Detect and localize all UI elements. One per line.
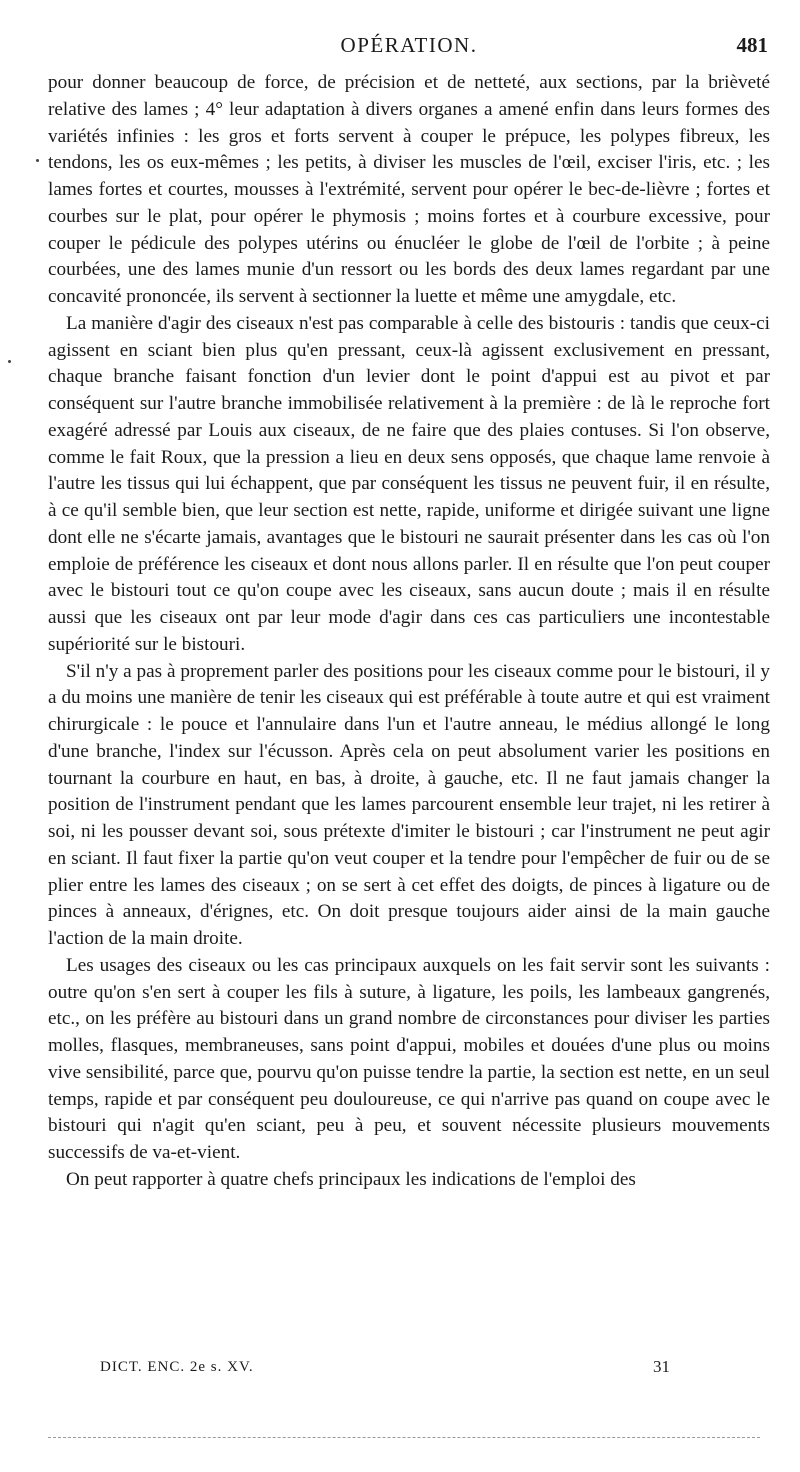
paragraph-continued: pour donner beaucoup de force, de précision et de netteté, aux sections, par la brièveté relative des lames ; 4° leur adaptation à divers organes a amené enfin dans leurs formes des variétés infinies : les gros et forts servent à couper le prépuce, les polypes fibreux, les tendons, les os eux-mêmes ; les petits, à diviser les muscles de l'œil, exciser l'iris, etc. ; les lames fortes et courtes, mousses à l'extrémité, servent pour opérer le bec-de-lièvre ; fortes et courbes sur le plat, pour opérer le phymosis ; moins fortes et à courbure excessive, pour couper le pédicule des polypes utérins ou énucléer le globe de l'œil de l'orbite ; à peine courbées, une des lames munie d'un ressort ou les bords des deux lames regardant par une concavité prononcée, ils servent à sectionner la luette et même une amygdale, etc. bbox=[48, 72, 770, 307]
paragraph: S'il n'y a pas à proprement parler des positions pour les ciseaux comme pour le bistouri, il y a du moins une manière de tenir les ciseaux qui est préférable à toute autre et qui est vraiment chirurgicale : le pouce et l'annulaire dans l'un et l'autre anneau, le médius allongé le long d'une branche, l'index sur l'écusson. Après cela on peut absolument varier les positions en tournant la courbure en haut, en bas, à droite, à gauche, etc. Il ne faut jamais changer la position de l'instrument pendant que les lames parcourent ensemble leur trajet, ni les retirer à soi, ni les pousser devant soi, sous prétexte d'imiter le bistouri ; car l'instrument ne peut agir en sciant. Il faut fixer la partie qu'on veut couper et la tendre pour l'empêcher de fuir ou de se plier entre les lames des ciseaux ; on se sert à cet effet des doigts, de pinces à ligature ou de pinces à anneaux, d'érignes, etc. On doit presque toujours aider ainsi de la main gauche l'action de la main droite. bbox=[48, 660, 770, 949]
running-head bbox=[48, 30, 770, 60]
bottom-edge-rule bbox=[48, 1437, 760, 1438]
paragraph-last-line: On peut rapporter à quatre chefs principaux les indications de l'emploi des bbox=[66, 1168, 636, 1190]
margin-speck bbox=[36, 159, 39, 162]
page-number: 481 bbox=[736, 33, 768, 57]
signature-number: 31 bbox=[653, 1357, 670, 1376]
margin-speck bbox=[8, 360, 11, 363]
body-text bbox=[48, 70, 770, 1194]
signature-mark: DICT. ENC. 2e s. XV. bbox=[100, 1359, 254, 1375]
page-title: OPÉRATION. bbox=[340, 33, 478, 57]
page-footer bbox=[100, 1353, 670, 1381]
paragraph: Les usages des ciseaux ou les cas principaux auxquels on les fait servir sont les suivants : outre qu'on s'en sert à couper les fils à suture, à ligature, les poils, les lambeaux gangrenés, etc., on les préfère au bistouri dans un grand nombre de circonstances pour diviser les parties molles, flasques, membraneuses, sans point d'appui, mobiles et douées d'une plus ou moins vive sensibilité, parce que, pourvu qu'on puisse tendre la partie, la section est nette, en un seul temps, rapide et par conséquent peu douloureuse, ce qui n'arrive pas quand on coupe avec le bistouri qui n'agit qu'en sciant, peu à peu, et souvent nécessite plusieurs mouvements successifs de va-et-vient. bbox=[48, 954, 770, 1163]
paragraph: La manière d'agir des ciseaux n'est pas comparable à celle des bistouris : tandis que ceux-ci agissent en sciant bien plus qu'en pressant, ceux-là agissent exclusivement en pressant, chaque branche faisant fonction d'un levier dont le point d'appui est au pivot et par conséquent sur l'autre branche immobilisée relativement à la première : de là le reproche fort exagéré adressé par Louis aux ciseaux, de ne faire que des plaies contuses. Si l'on observe, comme le fait Roux, que la pression a lieu en deux sens opposés, que chaque lame renvoie à l'autre les tissus qui lui échappent, que par conséquent les tissus ne peuvent fuir, il en résulte, à ce qu'il semble bien, que leur section est nette, rapide, uniforme et dirigée suivant une ligne dont elle ne s'écarte jamais, avantages que le bistouri ne saurait présenter dans les cas où l'on emploie de préférence les ciseaux et dont nous allons parler. Il en résulte que l'on peut couper avec le bistouri tout ce qu'on coupe avec les ciseaux, sans aucun doute ; mais il en résulte aussi que les ciseaux ont par leur mode d'agir dans ces cas particuliers une incontestable supériorité sur le bistouri. bbox=[48, 312, 770, 655]
